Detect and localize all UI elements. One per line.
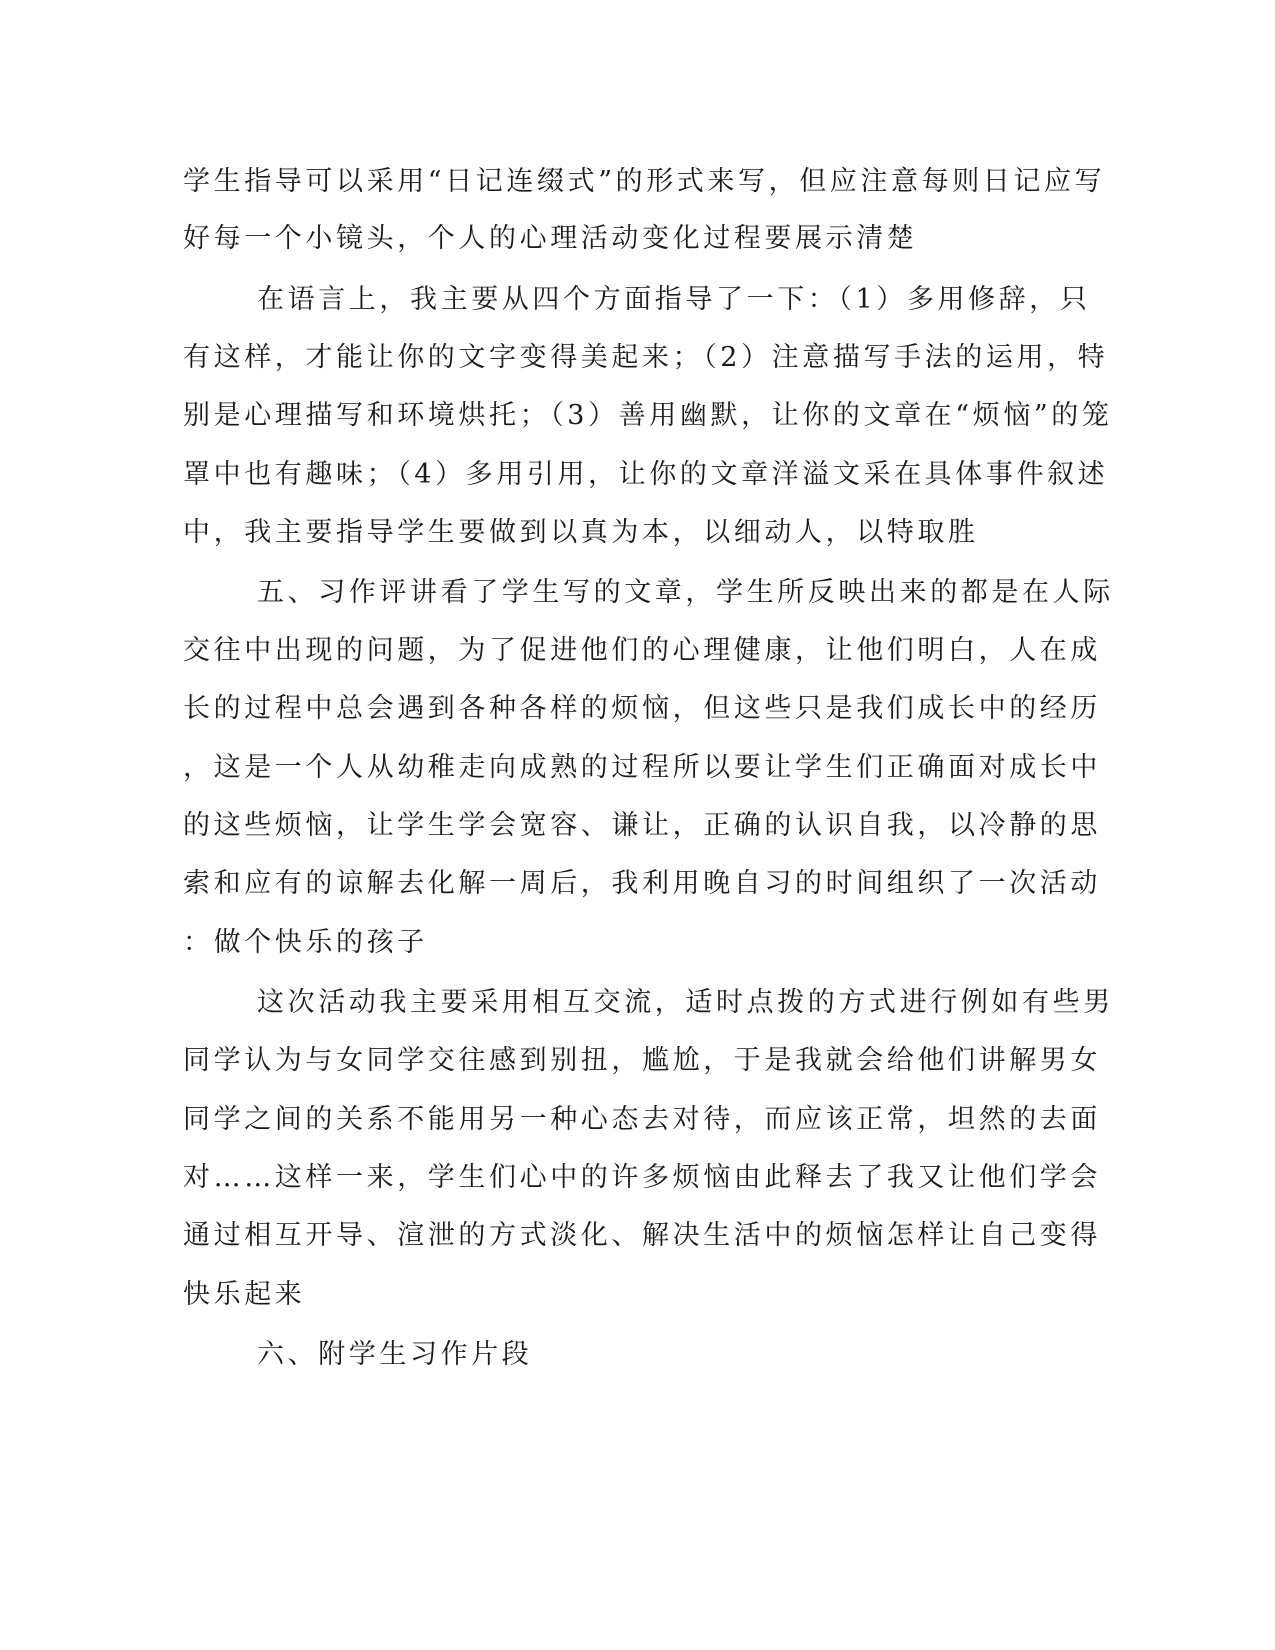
- text-line: 罩中也有趣味；（4）多用引用，让你的文章洋溢文采在具体事件叙述: [183, 459, 1109, 490]
- text-line: 长的过程中总会遇到各种各样的烦恼，但这些只是我们成长中的经历: [183, 693, 1101, 724]
- paragraph-first-line: 五、习作评讲看了学生写的文章，学生所反映出来的都是在人际: [257, 577, 1114, 608]
- paragraph-first-line: 这次活动我主要采用相互交流，适时点拨的方式进行例如有些男: [257, 987, 1114, 1018]
- section-heading: 六、附学生习作片段: [257, 1339, 533, 1370]
- text-line: 好每一个小镜头，个人的心理活动变化过程要展示清楚: [183, 223, 918, 254]
- text-line: 同学认为与女同学交往感到别扭，尴尬，于是我就会给他们讲解男女: [183, 1045, 1101, 1076]
- text-line: 有这样，才能让你的文字变得美起来；（2）注意描写手法的运用，特: [183, 342, 1109, 373]
- text-line: 别是心理描写和环境烘托；（3）善用幽默，让你的文章在“烦恼”的笼: [183, 400, 1113, 431]
- text-line: 的这些烦恼，让学生学会宽容、谦让，正确的认识自我，以冷静的思: [183, 810, 1101, 841]
- text-line: ：做个快乐的孩子: [183, 927, 428, 958]
- text-line: 对……这样一来，学生们心中的许多烦恼由此释去了我又让他们学会: [183, 1162, 1101, 1193]
- paragraph-first-line: 在语言上，我主要从四个方面指导了一下：（1）多用修辞，只: [257, 284, 1091, 315]
- text-line: 中，我主要指导学生要做到以真为本，以细动人，以特取胜: [183, 517, 979, 548]
- text-line: 交往中出现的问题，为了促进他们的心理健康，让他们明白，人在成: [183, 635, 1101, 666]
- text-line: 学生指导可以采用“日记连缀式”的形式来写，但应注意每则日记应写: [183, 166, 1106, 197]
- text-line: 索和应有的谅解去化解一周后，我利用晚自习的时间组织了一次活动: [183, 868, 1101, 899]
- text-line: ，这是一个人从幼稚走向成熟的过程所以要让学生们正确面对成长中: [183, 752, 1101, 783]
- text-line: 通过相互开导、渲泄的方式淡化、解决生活中的烦恼怎样让自己变得: [183, 1220, 1101, 1251]
- text-line: 快乐起来: [183, 1279, 306, 1310]
- text-line: 同学之间的关系不能用另一种心态去对待，而应该正常，坦然的去面: [183, 1104, 1101, 1135]
